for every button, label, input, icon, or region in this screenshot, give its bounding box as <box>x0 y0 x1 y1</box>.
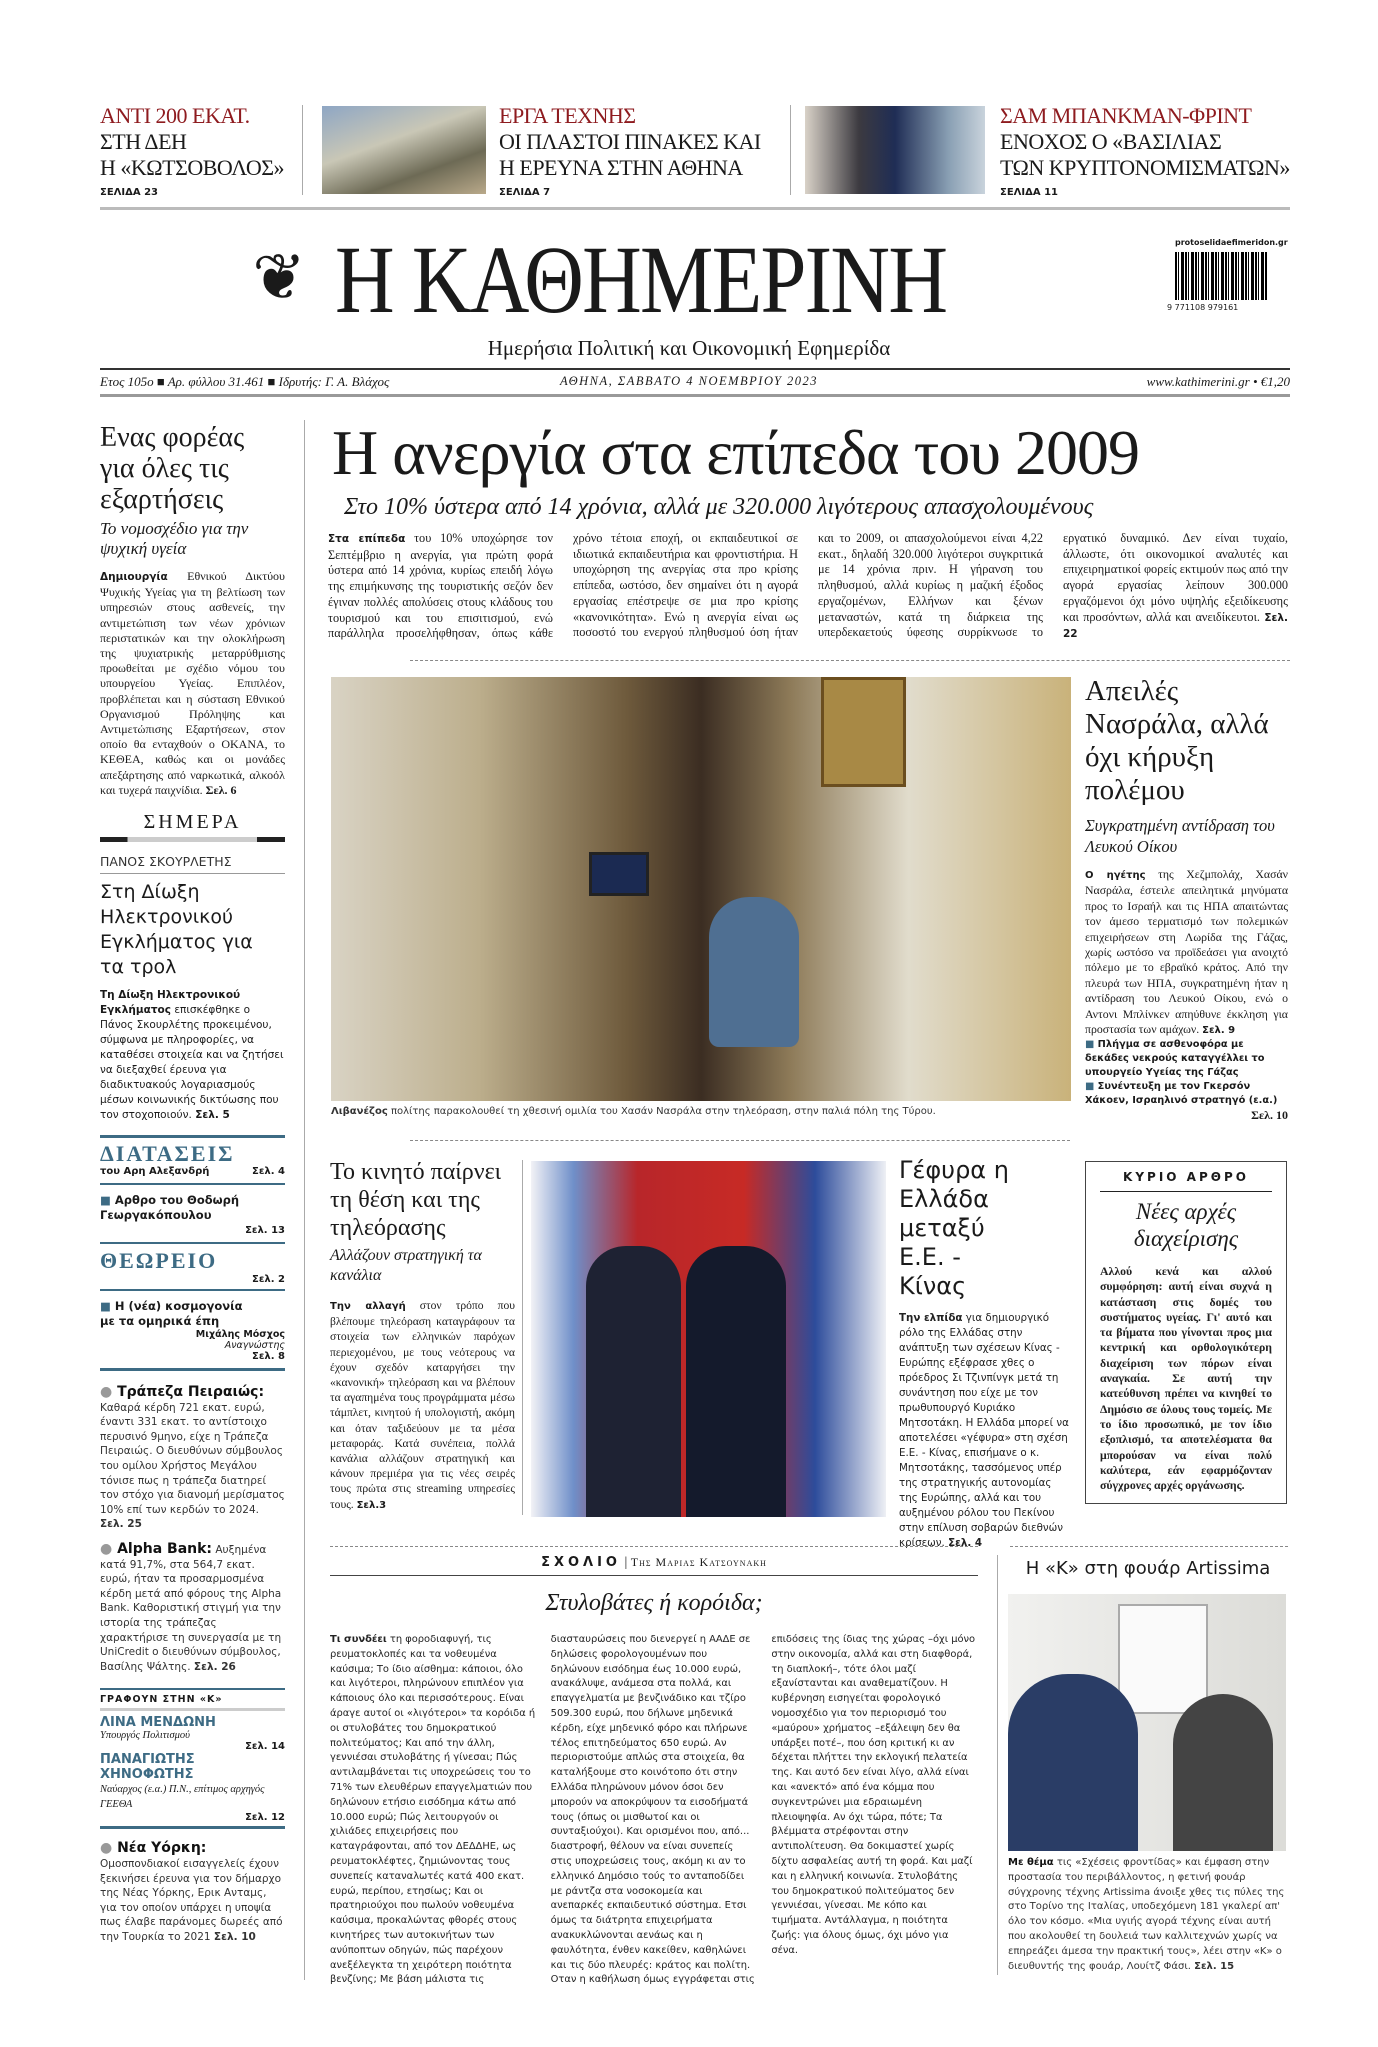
divider <box>410 1140 1070 1141</box>
writers-box <box>100 1688 285 1829</box>
lead-word: Τι συνδέει <box>330 1634 387 1645</box>
page-ref: Σελ. 26 <box>193 1660 236 1673</box>
section-article[interactable] <box>100 1185 285 1238</box>
artissima-body: τις «Σχέσεις φροντίδας» και έμφαση στην προστασία του περιβάλλοντος, η φετινή φουάρ σύγχρονης τέχνης Artissima άνοιξε χθες τις πύλες της στο Τορίνο της Ιταλίας, υποδεχόμενη 181 γκαλερί απ' όλο τον κόσμο. «Μια υγιής αγορά τέχνης είναι αυτή που ακολουθεί τη δουλειά των καλλιτεχνών χωρίς να επηρεάζει άμεσα την πρακτική τους», λέει στην «Κ» ο διευθυντής της φουάρ, Λουίτζ Φάσι. <box>1008 1857 1285 1972</box>
writer-item[interactable] <box>100 1715 285 1752</box>
brief-piraeus[interactable] <box>100 1385 285 1532</box>
tv-body: στον τρόπο που βλέπουμε τηλεόραση καταγράφουν τα στοιχεία των ελληνικών παρόχων περιεχομένου, με τους νεότερους να έχουν σχεδόν καταργήσει την «κανονική» τηλεόραση και να βλέπουν τα αγαπημένα τους προγράμματα μέσω τάμπλετ, κινητού ή υπολογιστή, ακόμη και όταν ταξιδεύουν με τα μέσα μεταφοράς. Κατά συνέπεια, πολλά κανάλια αλλάζουν στρατηγική και κάνουν πρεμιέρα για τις νέες σειρές τους πρώτα στις streaming υπηρεσίες τους. <box>330 1299 515 1511</box>
dateline-left: Ετος 105ο ■ Αρ. φύλλου 31.461 ■ Ιδρυτής: Γ. Α. Βλάχος <box>100 374 390 389</box>
editorial-label: ΚΥΡΙΟ ΑΡΘΡΟ <box>1100 1170 1272 1192</box>
brief-body: Ομοσπονδιακοί εισαγγελείς έχουν ξεκινήσει έρευνα για τον δήμαρχο της Νέας Υόρκης, Ερικ Ανταμς, για τον οποίον υπάρχει η υποψία πως έλαβε παράνομες δωρεές από την Τουρκία το 2021 <box>100 1857 283 1943</box>
teaser-line: Η «ΚΩΤΣΟΒΟΛΟΣ» <box>100 155 285 180</box>
xi-figure <box>686 1246 786 1517</box>
section-article[interactable] <box>100 1291 285 1364</box>
left-story-headline: Ενας φορέας για όλες τις εξαρτήσεις <box>100 422 245 515</box>
wall-picture <box>821 677 906 787</box>
nasrallah-subhead: Συγκρατημένη αντίδραση του Λευκού Οίκου <box>1085 816 1275 856</box>
section-diataseis[interactable] <box>100 1138 285 1177</box>
dateline-right: www.kathimerini.gr • €1,20 <box>1146 374 1290 389</box>
divider <box>330 1546 978 1547</box>
brief-body: Αυξημένα κατά 91,7%, στα 564,7 εκατ. ευρώ, ήταν τα προσαρμοσμένα κέρδη μετά από φόρους της Alpha Bank. Καθοριστική στιγμή για την ιστορία της τράπεζας χαρακτήρισε τη συνεργασία με τη UniCredit ο διευθύνων σύμβουλος, Βασίλης Ψάλτης. <box>100 1543 282 1673</box>
divider <box>100 837 285 842</box>
page-ref: Σελ. 12 <box>245 1812 285 1824</box>
dateline-date: ΑΘΗΝΑ, ΣΑΒΒΑΤΟ 4 ΝΟΕΜΒΡΙΟΥ 2023 <box>560 374 819 388</box>
page-ref: Σελ. 6 <box>205 782 237 797</box>
today-kicker: ΠΑΝΟΣ ΣΚΟΥΡΛΕΤΗΣ <box>100 854 285 874</box>
page-ref: Σελ. 15 <box>1194 1960 1235 1972</box>
divider <box>302 105 303 195</box>
teaser-line: Η ΕΡΕΥΝΑ ΣΤΗΝ ΑΘΗΝΑ <box>499 155 743 180</box>
today-label: ΣΗΜΕΡΑ <box>143 811 242 834</box>
writer-role: Ναύαρχος (ε.α.) Π.Ν., επίτιμος αρχηγός ΓΕΕΘΑ <box>100 1784 265 1811</box>
writers-label: ΓΡΑΦΟΥΝ ΣΤΗΝ «Κ» <box>100 1694 223 1706</box>
teaser-page: ΣΕΛΙΔΑ 23 <box>100 187 158 198</box>
viewer-figure <box>709 897 799 1047</box>
tv-subhead: Αλλάζουν στρατηγική τα κανάλια <box>330 1247 482 1284</box>
brief-title: ● Alpha Bank: <box>100 1541 212 1557</box>
teaser-kicker: ΑΝΤΙ 200 ΕΚΑΤ. <box>100 103 250 128</box>
column-divider <box>997 1555 998 1975</box>
today-headline: Στη Δίωξη Ηλεκτρονικού Εγκλήματος για τα τρολ <box>100 881 253 979</box>
nasrallah-story[interactable] <box>1085 675 1288 1122</box>
page-ref: Σελ. 4 <box>252 1166 285 1178</box>
today-body: επισκέφθηκε ο Πάνος Σκουρλέτης προκειμένου, σύμφωνα με πληροφορίες, να καταθέσει στοιχεία και να ζητήσει να διεξαχθεί έρευνα για διαδικτυακούς λογαριασμούς μέσων κοινωνικής δικτύωσης που τον στοχοποιούν. <box>100 1004 284 1122</box>
article-title: ■ Αρθρο του Θοδωρή Γεωργακόπουλου <box>100 1193 260 1223</box>
section-title: ΘΕΩΡΕΙΟ <box>100 1248 218 1274</box>
tv-story[interactable] <box>330 1158 515 1513</box>
tv-headline: Το κινητό παίρνει τη θέση και της τηλεόρασης <box>330 1159 502 1241</box>
teaser-line: ΕΝΟΧΟΣ Ο «ΒΑΣΙΛΙΑΣ <box>1000 129 1222 154</box>
griffin-logo-icon: ❦ <box>252 242 306 313</box>
article-author-role: Αναγνώστης <box>224 1340 285 1352</box>
briefs <box>100 1385 285 1674</box>
artwork <box>1118 1604 1208 1714</box>
divider <box>1010 1546 1288 1547</box>
comment-body-wrap[interactable] <box>330 1633 978 1988</box>
painting-photo <box>322 106 486 194</box>
left-story[interactable] <box>100 422 285 798</box>
caption-text: πολίτης παρακολουθεί τη χθεσινή ομιλία του Χασάν Νασράλα στην τηλεόραση, στην παλιά πόλη της Τύρου. <box>390 1106 936 1117</box>
left-column <box>100 422 285 1944</box>
teaser-page: ΣΕΛΙΔΑ 11 <box>1000 187 1058 198</box>
page-ref: Σελ.3 <box>356 1499 387 1511</box>
teaser-line: ΣΤΗ ΔΕΗ <box>100 129 187 154</box>
brief-alpha[interactable] <box>100 1542 285 1674</box>
column-divider <box>522 1160 523 1515</box>
teaser-kicker: ΣΑΜ ΜΠΑΝΚΜΑΝ-ΦΡΙΝΤ <box>1000 103 1252 128</box>
china-body: για δημιουργικό ρόλο της Ελλάδας στην ανάπτυξη των σχέσεων Κίνας - Ευρώπης εξέφρασε χθες ο πρόεδρος Σι Τζινπίνγκ μετά τη συνάντηση που είχε με τον πρωθυπουργό Κυριάκο Μητσοτάκη. Η Ελλάδα μπορεί να αποτελέσει «γέφυρα» στη σχέση Ε.Ε. - Κίνας, επισήμανε ο κ. Μητσοτάκης, τασσόμενος υπέρ της στρατηγικής αυτονομίας της Ευρώπης, αλλά και του αυξημένου ρόλου του Πεκίνου στην επίλυση σοβαρών διεθνών κρίσεων. <box>899 1312 1069 1549</box>
nasrallah-headline: Απειλές Νασράλα, αλλά όχι κήρυξη πολέμου <box>1085 675 1269 806</box>
caption-lead: Λιβανέζος <box>331 1106 388 1117</box>
page-ref: Σελ. 14 <box>245 1741 285 1753</box>
divider <box>410 660 1290 661</box>
china-story[interactable] <box>899 1156 1069 1551</box>
artissima-photo[interactable] <box>1008 1594 1286 1851</box>
page-ref: Σελ. 4 <box>948 1537 983 1549</box>
divider <box>100 207 1290 210</box>
teaser-dei[interactable] <box>100 103 290 198</box>
section-theoreio[interactable] <box>100 1244 285 1285</box>
teaser-sbf[interactable] <box>1000 103 1290 198</box>
lead-word: Ο ηγέτης <box>1085 870 1146 881</box>
teaser-kicker: ΕΡΓΑ ΤΕΧΝΗΣ <box>499 103 636 128</box>
masthead-title: Η ΚΑΘΗΜΕΡΙΝΗ <box>335 226 947 333</box>
page-ref: Σελ. 5 <box>195 1109 230 1122</box>
divider <box>790 105 791 195</box>
visitor-figure <box>1173 1694 1273 1851</box>
teaser-line: ΤΩΝ ΚΡΥΠΤΟΝΟΜΙΣΜΑΤΩΝ» <box>1000 155 1290 180</box>
related-bullet[interactable]: ■ Πλήγμα σε ασθενοφόρα με δεκάδες νεκρούς καταγγέλλει το υπουργείο Υγείας της Γάζας <box>1085 1038 1288 1080</box>
editorial-box[interactable] <box>1085 1161 1287 1504</box>
today-story[interactable] <box>100 854 285 1123</box>
writer-role: Υπουργός Πολιτισμού <box>100 1730 190 1742</box>
barcode-number: 9 771108 979161 <box>1167 303 1239 312</box>
column-divider <box>304 420 305 1980</box>
brief-title: ● Νέα Υόρκη: <box>100 1840 206 1856</box>
brief-title: ● Τράπεζα Πειραιώς: <box>100 1384 264 1400</box>
comment-label: ΣΧΟΛΙΟ <box>541 1555 621 1570</box>
lead-word: Την ελπίδα <box>899 1312 963 1324</box>
editorial-body: Αλλού κενά και αλλού συμφόρηση: αυτή είναι συχνά η κατάσταση στις δομές του συστήματος υγείας. Γι' αυτό και τα βήματα που γίνονται προς μια κεντρική και ορθολογικότερη διαχείριση των πόρων είναι αναγκαία. Σε αυτή την κατεύθυνση πρέπει να κινηθεί το Δημόσιο σε όλους τους τομείς. Με το ίδιο προσωπικό, με τον ίδιο εξοπλισμό, τα αποτελέσματα θα μπορούσαν να είναι πολύ καλύτερα, εάν εφαρμόζονταν σύγχρονες αρχές οργάνωσης. <box>1100 1264 1272 1493</box>
lead-story[interactable] <box>328 418 1288 643</box>
page-ref: Σελ. 13 <box>245 1225 285 1237</box>
nasrallah-body: της Χεζμπολάχ, Χασάν Νασράλα, έστειλε απειλητικά μηνύματα προς το Ισραήλ και τις ΗΠΑ απαιτώντας τον άμεσο τερματισμό των πολεμικών επιχειρήσεων στη Λωρίδα της Γάζας, χωρίς ωστόσο να προϊδεάσει για ανοιχτό πόλεμο με το εβραϊκό κράτος. Από την πλευρά των ΗΠΑ, συγκρατημένη ήταν η αντίδραση του Λευκού Οίκου, ενώ ο Αντονι Μπλίνκεν απηύθυνε έκκληση για προστασία των αμάχων. <box>1085 867 1288 1037</box>
barcode <box>1175 252 1267 300</box>
mitsotakis-figure <box>586 1246 681 1517</box>
brief-new-york[interactable] <box>100 1841 285 1944</box>
sidebar-sections <box>100 1135 285 1371</box>
section-title: ΔΙΑΤΑΣΕΙΣ <box>100 1141 235 1167</box>
barcode-site: protoselidaefimeridon.gr <box>1175 238 1288 247</box>
page-ref: Σελ. 10 <box>1251 1108 1288 1123</box>
lead-body: του 10% υποχώρησε τον Σεπτέμβριο η ανεργία, για πρώτη φορά ύστερα από 14 χρόνια, κυρίως επειδή λόγω της επιμήκυνσης της τουριστικής σεζόν δεν έγιναν πολλές απολύσεις στους κλάδους του τουρισμού και του επισιτισμού, ενώ παράλληλα προσελήφθησαν, όπως κάθε χρόνο τέτοια εποχή, οι εκπαιδευτικοί σε ιδιωτικά εκπαιδευτήρια και φροντιστήρια. Η υποχώρηση της ανεργίας στα προ κρίσης επίπεδα, ωστόσο, δεν σημαίνει ότι η αγορά εργασίας επέστρεψε σε μια προ κρίσης «κανονικότητα». Ενώ η ανεργία είναι ως ποσοστό του ενεργού πληθυσμού όση ήταν και το 2009, οι απασχολούμενοι είναι 4,22 εκατ., δηλαδή 320.000 λιγότεροι συγκριτικά με 14 χρόνια πριν. Η γήρανση του πληθυσμού, αλλά κυρίως η μαζική έξοδος εργαζομένων, Ελλήνων και ξένων μεταναστών, κατά τη διάρκεια της υπερδεκαετούς ύφεσης συρρίκνωσε το εργατικό δυναμικό. Δεν είναι τυχαίο, άλλωστε, ότι οικονομικοί αναλυτές και επιχειρηματικοί φορείς εκτιμούν πως από την αγορά εργασίας λείπουν 300.000 εργαζόμενοι όχι μόνο υψηλής εξειδίκευσης και προσόντων, αλλά και ανειδίκευτοι. <box>328 531 1288 641</box>
page-ref: Σελ. 8 <box>252 1351 285 1363</box>
left-story-subhead: Το νομοσχέδιο για την ψυχική υγεία <box>100 519 249 558</box>
tv-screen <box>589 852 649 896</box>
comment-body: τη φοροδιαφυγή, τις ρευματοκλοπές και τα νοθευμένα καύσιμα; Το ίδιο αίσθημα: κάποιοι, όλο και λιγότεροι, πληρώνουν επιπλέον για κάποιους όλο και περισσότερους. Είναι άραγε αυτοί οι «λιγότεροι» τα κορόιδα ή οι στυλοβάτες του δημοκρατικού πολιτεύματος; Και από την άλλη, γεννιέσαι στυλοβάτης ή γίνεσαι; Πώς αντιλαμβάνεται τις υποχρεώσεις του το 71% των ελευθέρων επαγγελματιών που δηλώνουν ετήσιο εισόδημα κάτω από 10.000 ευρώ; Πώς λειτουργούν οι χιλιάδες επιχειρήσεις που καταγράφονται, από τον ΔΕΔΔΗΕ, ως ρευματοκλέφτες, ζημιώνοντας τους συνεπείς καταναλωτές κατά 400 εκατ. ευρώ, περίπου, ετησίως; Και οι πρατηριούχοι που πωλούν νοθευμένα καύσιμα, προκαλώντας φθορές στους κινητήρες των αυτοκινήτων των ανύποπτων οδηγών, πώς παρέχουν ανεξέλεγκτα τη χειρότερη ποιότητα βενζίνης; Με βάση μάλιστα τις διασταυρώσεις που διενεργεί η ΑΑΔΕ σε δηλώσεις φορολογουμένων που δηλώνουν εισόδημα έως 10.000 ευρώ, ανακάλυψε, ανάμεσα στα πολλά, και επαγγελματία με βενζινάδικο και τζίρο 509.300 ευρώ, που δήλωνε μηδενικά κέρδη, είχε μηδενικό φόρο και πλήρωνε τέλος επιτηδεύματος 650 ευρώ. Αν περιοριστούμε απλώς στα στοιχεία, θα καταλήξουμε στο κοινότοπο ότι στην Ελλάδα πληρώνουν μόνον όσοι δεν μπορούν να αποκρύψουν τα εισοδήματά τους (όπως οι μισθωτοί και οι συνταξιούχοι). Και ορισμένοι που, από... διαστροφή, θέλουν να είναι συνεπείς στις υποχρεώσεις τους, ακόμη κι αν το ελληνικό Δημόσιο τούς το ανταποδίδει με ράντζα στα νοσοκομεία και ανεπαρκές εκπαιδευτικό σύστημα. Ετσι όμως τα διάτρητα επιχειρήματα ανακυκλώνονται αενάως και η φαυλότητα, ένθεν κακείθεν, καθηλώνει και τις δύο πλευρές: κράτος και πολίτη. Οταν η καθήλωση όμως εγγράφεται στις επιδόσεις της ίδιας της χώρας –όχι μόνο στην οικονομία, αλλά και στη διαφθορά, τη διαπλοκή–, τότε όλοι μαζί εξανίστανται και αναθεματίζουν. Η κυβέρνηση εισηγείται φορολογικό νομοσχέδιο για τον περιορισμό του «μαύρου» χρήματος –εξάλειψη δεν θα υπάρξει ποτέ–, που όση κριτική κι αν δέχεται πλήττει την εκλογική πελατεία της. Και αυτό δεν είναι λίγο, αλλά είναι και «ανεκτό» από ένα κόμμα που συγκεντρώνει μια εδραιωμένη πλειοψηφία. Αν όχι τώρα, πότε; Τα βλέμματα στρέφονται στην αντιπολίτευση. Θα δοκιμαστεί χωρίς δίχτυ ασφαλείας αυτή τη φορά. Και μαζί και η ελληνική κοινωνία. Στυλοβάτης του δημοκρατικού πολιτεύματος δεν γεννιέσαι, γίνεσαι. Με κόπο και τιμήματα. Αντάλλαγμα, η ποιότητα ζωής: για όλους όμως, όχι μόνο για σένα. <box>330 1634 976 1986</box>
visitor-figure <box>1008 1674 1138 1851</box>
photo-caption <box>331 1106 936 1117</box>
divider <box>100 368 1290 370</box>
comment-header: ΣΧΟΛΙΟ | Της Μαριας Κατσουνακη <box>330 1553 978 1576</box>
masthead-subtitle: Ημερήσια Πολιτική και Οικονομική Εφημερίδα <box>487 336 891 360</box>
artissima-caption <box>1008 1856 1288 1974</box>
writer-name: ΠΑΝΑΓΙΩΤΗΣ ΧΗΝΟΦΩΤΗΣ <box>100 1752 195 1783</box>
teaser-page: ΣΕΛΙΔΑ 7 <box>499 187 551 198</box>
page-ref: Σελ. 22 <box>1063 611 1288 641</box>
lead-word: Με θέμα <box>1008 1857 1054 1868</box>
brief-body: Καθαρά κέρδη 721 εκατ. ευρώ, έναντι 331 εκατ. το αντίστοιχο περυσινό 9μηνο, είχε η Τράπεζα Πειραιώς. Ο διευθύνων σύμβουλος του ομίλου Χρήστος Μεγάλου τόνισε πως η τράπεζα διατηρεί τον στόχο για διανομή μερίσματος 10% επί των κερδών το 2024. <box>100 1401 285 1516</box>
lead-word: Στα επίπεδα <box>328 533 406 545</box>
related-bullet[interactable]: ■ Συνέντευξη με τον Γκερσόν Χάκοεν, Ισραηλινό στρατηγό (ε.α.) <box>1085 1080 1288 1108</box>
lead-word: Τη Δίωξη Ηλεκτρονικού Εγκλήματος <box>100 989 241 1017</box>
china-headline: Γέφυρα η Ελλάδα μεταξύ Ε.Ε. - Κίνας <box>899 1156 1009 1300</box>
lead-word: Την αλλαγή <box>330 1301 406 1312</box>
teaser-art[interactable] <box>499 103 789 198</box>
left-story-body: Εθνικού Δικτύου Ψυχικής Υγείας για τη βελτίωση των υπηρεσιών στους ασθενείς, την αντιμετώπιση των νέων χρόνιων περιστατικών και την ολοκλήρωση της ψυχιατρικής μεταρρύθμισης προωθείται με σχέδιο νόμου του υπουργείου Υγείας. Επιπλέον, προβλέπεται και η σύσταση Εθνικού Οργανισμού Πρόληψης και Αντιμετώπισης Εξαρτήσεων, στον οποίο θα ενταχθούν ο ΟΚΑΝΑ, το ΚΕΘΕΑ, καθώς και οι μονάδες απεξάρτησης από ναρκωτικά, αλκοόλ και τυχερά παιχνίδια. <box>100 569 285 797</box>
page-ref: Σελ. 2 <box>252 1274 285 1286</box>
section-author: του Αρη Αλεξανδρή <box>100 1166 210 1178</box>
writer-item[interactable] <box>100 1752 285 1823</box>
bankman-fried-photo <box>805 106 985 194</box>
article-author: Μιχάλης Μόσχος <box>195 1329 285 1341</box>
article-title: ■ Η (νέα) κοσμογονία με τα ομηρικά έπη <box>100 1299 260 1329</box>
comment-headline: Στυλοβάτες ή κορόιδα; <box>545 1590 763 1616</box>
lead-word: Δημιουργία <box>100 571 168 583</box>
lebanese-tv-photo[interactable] <box>331 677 1071 1101</box>
lead-subhead: Στο 10% ύστερα από 14 χρόνια, αλλά με 320.000 λιγότερους απασχολουμένους <box>344 494 1094 520</box>
divider <box>100 394 1290 397</box>
comment-author: Της Μαριας Κατσουνακη <box>630 1555 767 1569</box>
lead-headline: Η ανεργία στα επίπεδα του 2009 <box>332 417 1139 488</box>
mitsotakis-xi-photo[interactable] <box>531 1161 886 1517</box>
page-ref: Σελ. 9 <box>1202 1025 1236 1037</box>
writer-name: ΛΙΝΑ ΜΕΝΔΩΝΗ <box>100 1715 216 1731</box>
page-ref: Σελ. 10 <box>213 1930 256 1943</box>
page-ref: Σελ. 25 <box>100 1518 142 1531</box>
artissima-headline: Η «Κ» στη φουάρ Artissima <box>1025 1558 1271 1579</box>
editorial-headline: Νέες αρχές διαχείρισης <box>1133 1199 1239 1251</box>
teaser-line: ΟΙ ΠΛΑΣΤΟΙ ΠΙΝΑΚΕΣ ΚΑΙ <box>499 129 761 154</box>
